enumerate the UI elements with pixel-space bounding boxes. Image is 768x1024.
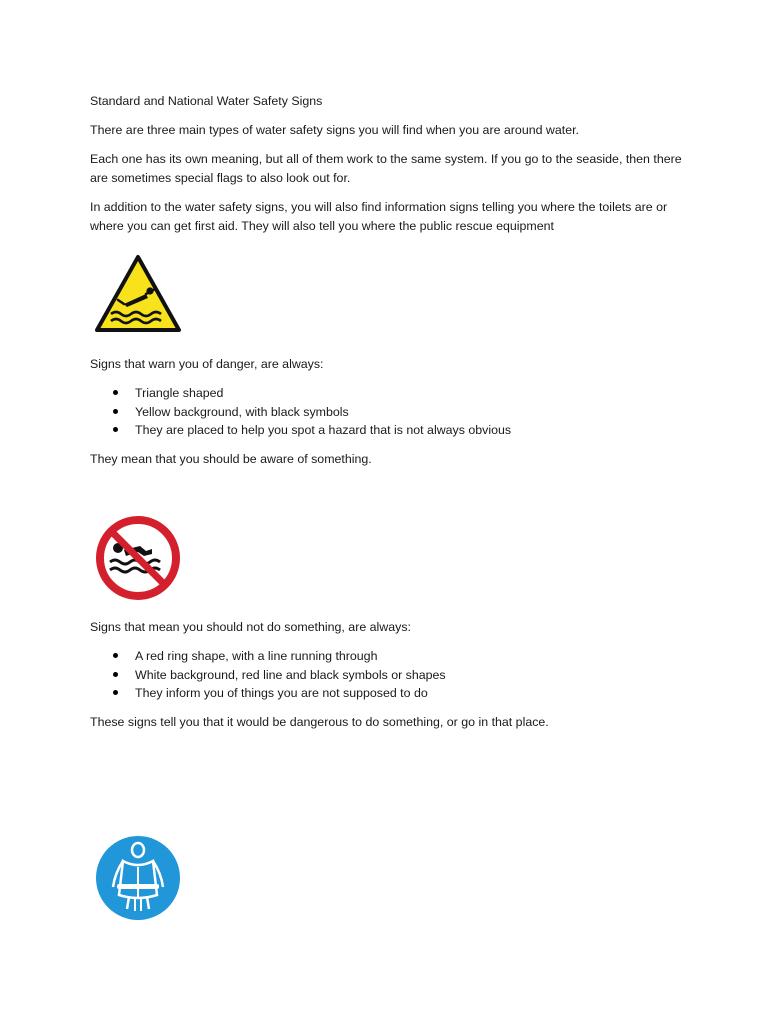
intro-paragraph-2: Each one has its own meaning, but all of them work to the same system. If you go to the seaside, then there are sometimes special flags to also look out for. — [90, 152, 682, 185]
list-item: White background, red line and black symbols or shapes — [90, 666, 446, 685]
list-item: Yellow background, with black symbols — [90, 403, 511, 422]
list-item: A red ring shape, with a line running through — [90, 647, 446, 666]
document-title: Standard and National Water Safety Signs — [90, 94, 323, 108]
warning-triangle-diving-icon — [94, 254, 182, 334]
life-jacket-icon — [95, 835, 181, 921]
prohibition-summary: These signs tell you that it would be dangerous to do something, or go in that place. — [90, 715, 549, 729]
list-item: They are placed to help you spot a hazard that is not always obvious — [90, 421, 511, 440]
intro-paragraph-3: In addition to the water safety signs, you will also find information signs telling you where the toilets are or where you can get first aid. They will also tell you where the public rescue equipment — [90, 200, 668, 233]
prohibition-heading: Signs that mean you should not do something, are always: — [90, 620, 411, 634]
warning-heading: Signs that warn you of danger, are always: — [90, 357, 324, 371]
list-item: They inform you of things you are not supposed to do — [90, 684, 446, 703]
warning-summary: They mean that you should be aware of something. — [90, 452, 372, 466]
prohibition-bullet-list — [90, 647, 446, 703]
warning-bullet-list — [90, 384, 511, 440]
intro-paragraph-1: There are three main types of water safety signs you will find when you are around water. — [90, 123, 579, 137]
no-swimming-icon — [94, 514, 182, 602]
list-item: Triangle shaped — [90, 384, 511, 403]
